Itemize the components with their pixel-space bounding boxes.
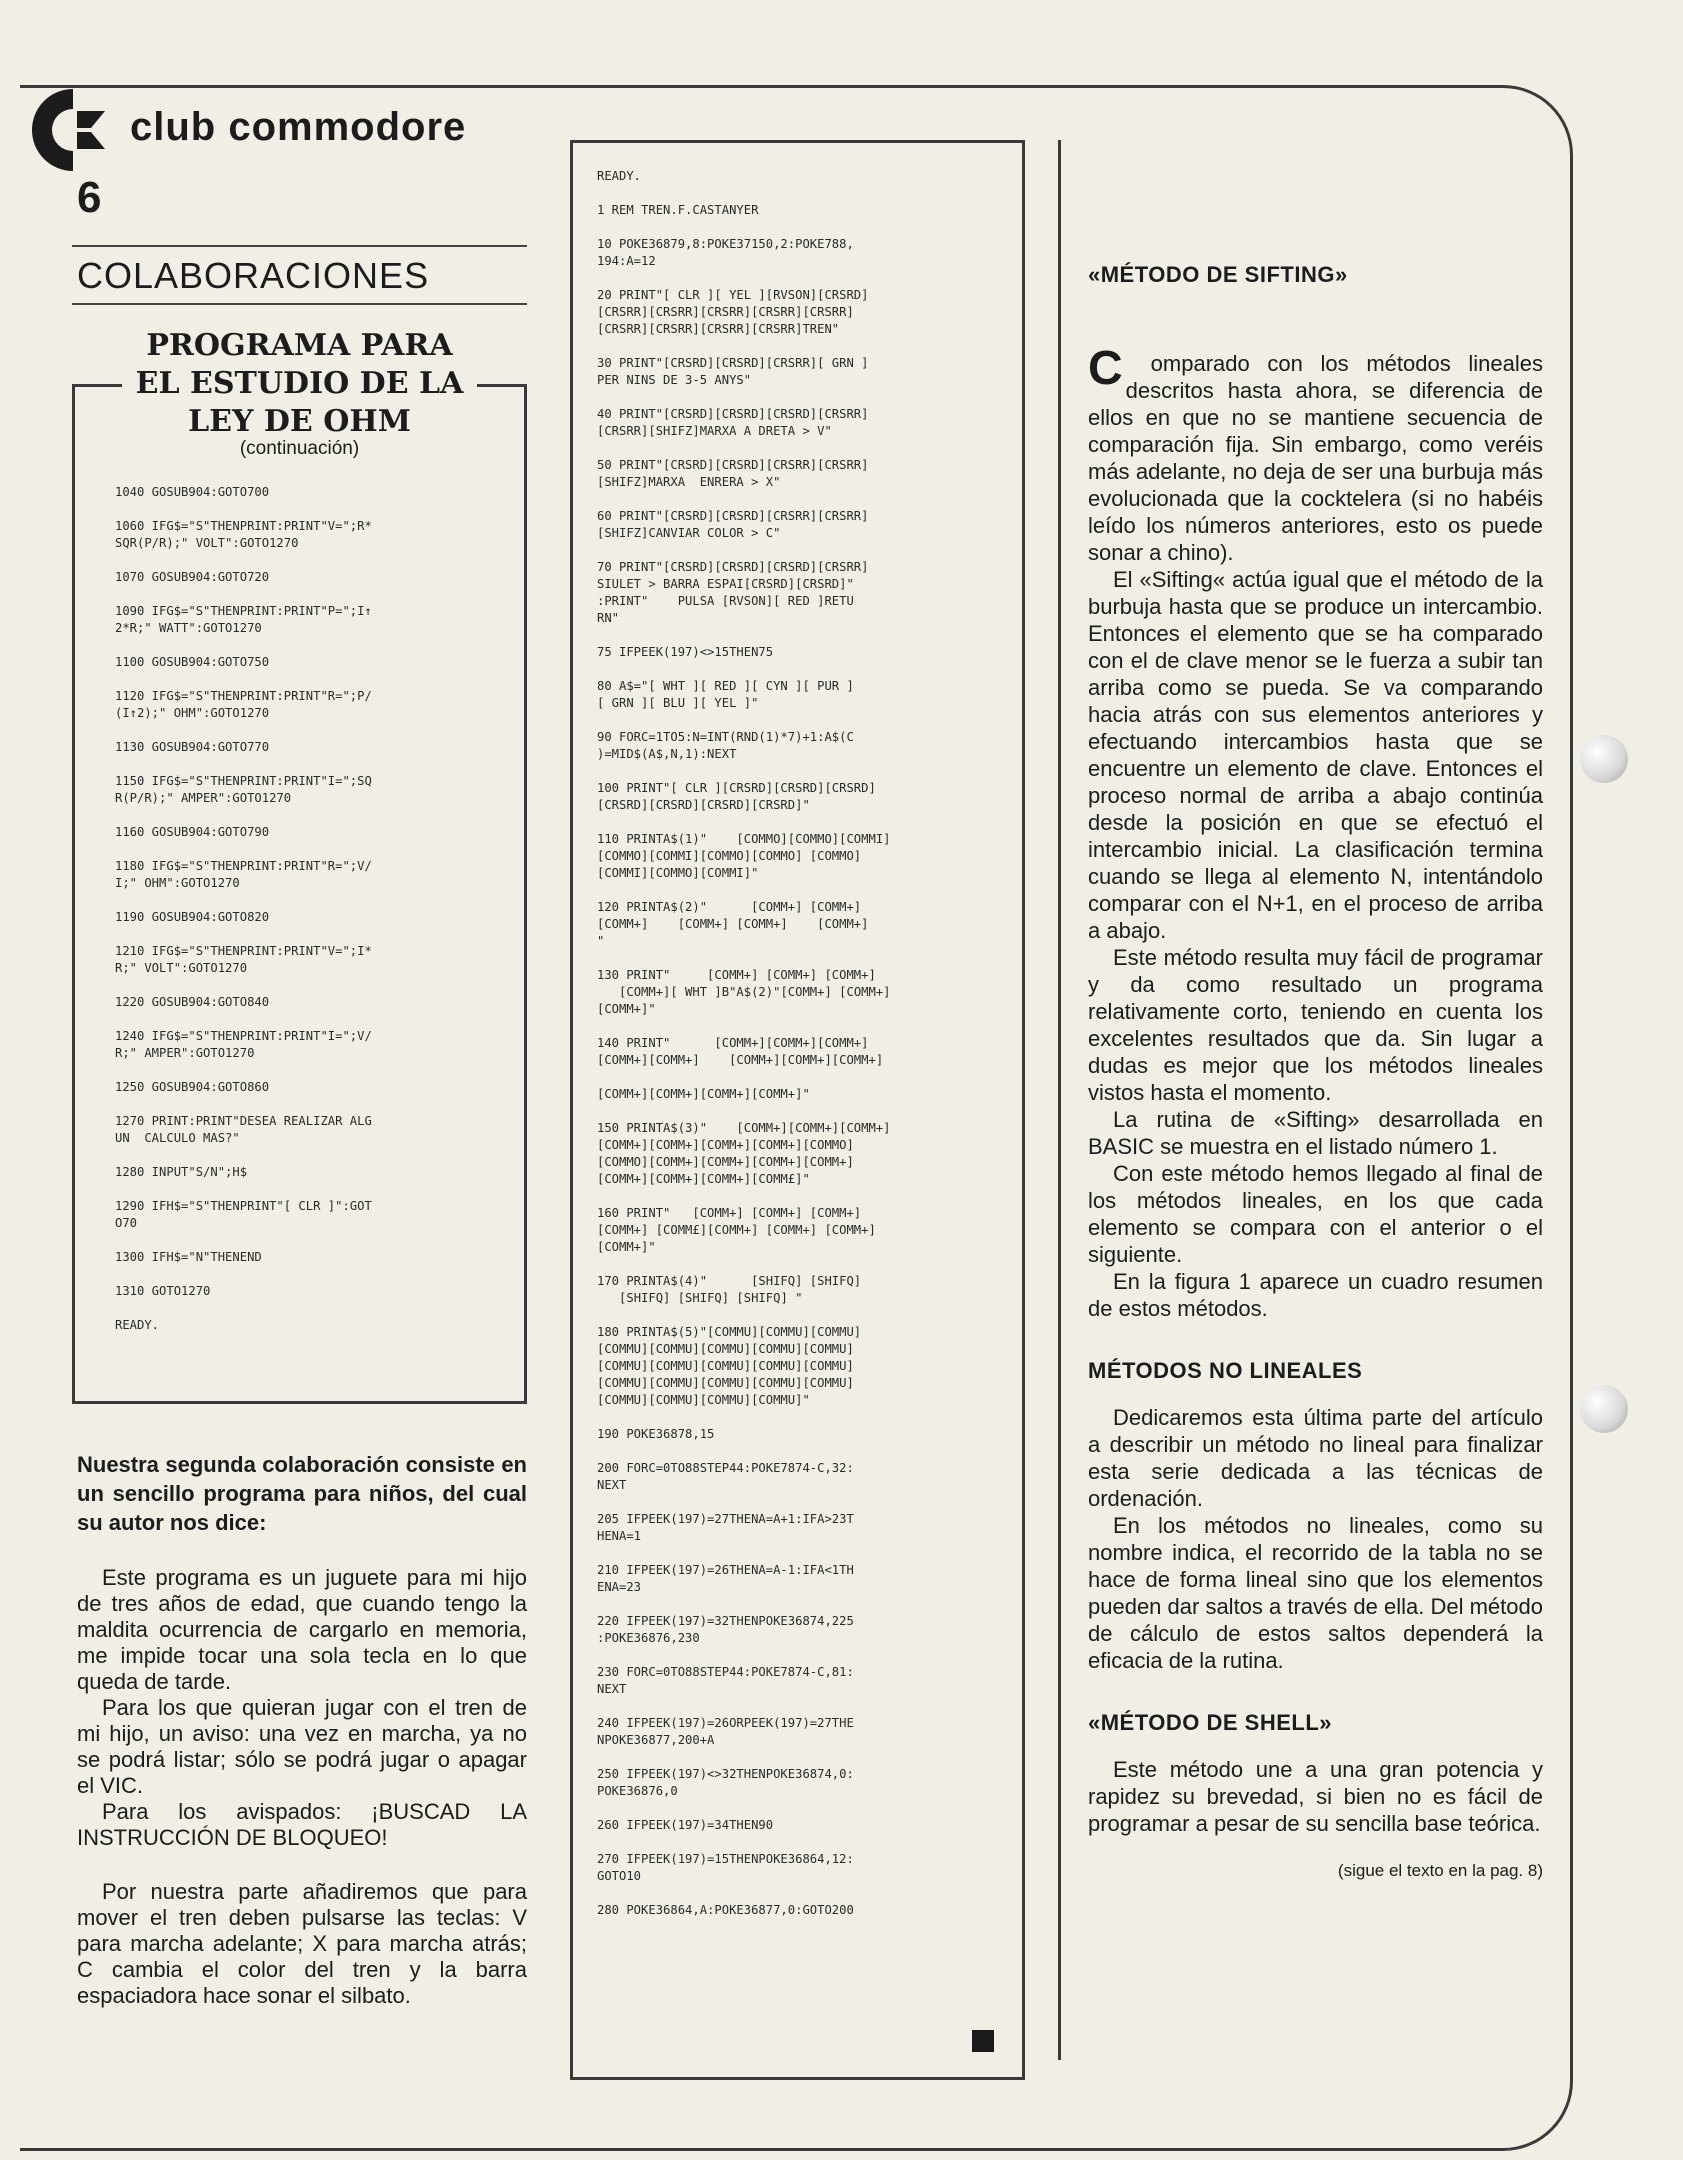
code-line: 1090 IFG$="S"THENPRINT:PRINT"P=";I↑ 2*R;" WATT":GOTO1270 [115, 604, 372, 635]
code-line: 1120 IFG$="S"THENPRINT:PRINT"R=";P/ (I↑2);" OHM":GOTO1270 [115, 689, 372, 720]
code-line: 160 PRINT" [COMM+] [COMM+] [COMM+] [COMM+] [COMM£][COMM+] [COMM+] [COMM+] [COMM+]" [597, 1206, 876, 1254]
code-line: 1130 GOSUB904:GOTO770 [115, 740, 270, 754]
right-column [1088, 262, 1543, 1881]
program-title-line: PROGRAMA PARA [146, 328, 453, 363]
continuation-label: (continuación) [239, 438, 360, 459]
code-line: 40 PRINT"[CRSRD][CRSRD][CRSRD][CRSRR] [CRSRR][SHIFZ]MARXA A DRETA > V" [597, 407, 869, 438]
sifting-paragraph: C omparado con los métodos lineales descritos hasta ahora, se diferencia de ellos en que no se mantiene secuencia de comparación fija. Sin embargo, como veréis más adelante, no deja de ser una burbuja más evolucionada que la cocktelera (si no habéis leído los números anteriores, esto os puede sonar a chino). [1088, 350, 1543, 566]
code-line: 1310 GOTO1270 [115, 1284, 211, 1298]
code-line: 1150 IFG$="S"THENPRINT:PRINT"I=";SQ R(P/R);" AMPER":GOTO1270 [115, 774, 372, 805]
code-line: 1180 IFG$="S"THENPRINT:PRINT"R=";V/ I;" OHM":GOTO1270 [115, 859, 372, 890]
intro-paragraph: Para los avispados: ¡BUSCAD LA INSTRUCCIÓN DE BLOQUEO! [77, 1799, 527, 1850]
code-line: 200 FORC=0TO88STEP44:POKE7874-C,32: NEXT [597, 1461, 854, 1492]
sifting-paragraph: La rutina de «Sifting» desarrollada en BASIC se muestra en el listado número 1. [1088, 1107, 1543, 1159]
code-line: 270 IFPEEK(197)=15THENPOKE36864,12: GOTO10 [597, 1852, 854, 1883]
intro-paragraph: Para los que quieran jugar con el tren de mi hijo, un aviso: una vez en marcha, ya no se podrá listar; sólo se podrá jugar o apagar el VIC. [77, 1695, 527, 1798]
code-line: 60 PRINT"[CRSRD][CRSRD][CRSRR][CRSRR] [SHIFZ]CANVIAR COLOR > C" [597, 509, 869, 540]
code-line: 75 IFPEEK(197)<>15THEN75 [597, 645, 774, 659]
code-line: 110 PRINTA$(1)" [COMMO][COMMO][COMMI] [COMMO][COMMI][COMMO][COMMO] [COMMO] [COMMI][COMMO][COMMI]" [597, 832, 891, 880]
heading-sifting: «MÉTODO DE SIFTING» [1088, 262, 1348, 287]
code-line: 130 PRINT" [COMM+] [COMM+] [COMM+] [COMM+][ WHT ]B"A$(2)"[COMM+] [COMM+] [COMM+]" [597, 968, 891, 1016]
code-line: 180 PRINTA$(5)"[COMMU][COMMU][COMMU] [COMMU][COMMU][COMMU][COMMU][COMMU] [COMMU][COMMU][COMMU][COMMU][COMMU] [COMMU][COMMU][COMMU][COMMU][COMMU] [COMMU][COMMU][COMMU][COMMU]" [597, 1325, 862, 1407]
code-line: 10 POKE36879,8:POKE37150,2:POKE788, 194:A=12 [597, 237, 854, 268]
code-line: 90 FORC=1TO5:N=INT(RND(1)*7)+1:A$(C )=MID$(A$,N,1):NEXT [597, 730, 854, 761]
code-line: 120 PRINTA$(2)" [COMM+] [COMM+] [COMM+] [COMM+] [COMM+] [COMM+] " [597, 900, 869, 948]
intro-lead: Nuestra segunda colaboración consiste en un sencillo programa para niños, del cual su autor nos dice: [77, 1452, 527, 1535]
continue-note: (sigue el texto en la pag. 8) [1337, 1861, 1543, 1880]
code-line: 20 PRINT"[ CLR ][ YEL ][RVSON][CRSRD] [CRSRR][CRSRR][CRSRR][CRSRR][CRSRR] [CRSRR][CRSRR][CRSRR][CRSRR]TREN" [597, 288, 869, 336]
code-line: 1060 IFG$="S"THENPRINT:PRINT"V=";R* SQR(P/R);" VOLT":GOTO1270 [115, 519, 372, 550]
drop-cap: C [1088, 342, 1123, 395]
intro-paragraph: Por nuestra parte añadiremos que para mover el tren deben pulsarse las teclas: V para marcha adelante; X para marcha atrás; C cambia el color del tren y la barra espaciadora hace sonar el silbato. [77, 1879, 527, 2008]
code-listing-tren [597, 168, 1022, 1936]
program-title-line: EL ESTUDIO DE LA [135, 366, 464, 401]
code-line: 1250 GOSUB904:GOTO860 [115, 1080, 270, 1094]
code-line: READY. [115, 1318, 160, 1332]
code-line: 80 A$="[ WHT ][ RED ][ CYN ][ PUR ] [ GRN ][ BLU ][ YEL ]" [597, 679, 854, 710]
sifting-paragraph: Este método resulta muy fácil de programar y da como resultado un programa relativamente corto, teniendo en cuenta los excelentes resultados que da. Sin lugar a dudas es mejor que los métodos lineales vistos hasta el momento. [1088, 945, 1543, 1105]
shell-paragraph: Este método une a una gran potencia y rapidez su brevedad, si bien no es fácil de programar a pesar de su sencilla base teórica. [1088, 1757, 1543, 1836]
code-line: 1270 PRINT:PRINT"DESEA REALIZAR ALG UN CALCULO MAS?" [115, 1114, 372, 1145]
header [25, 85, 545, 225]
code-line: 1070 GOSUB904:GOTO720 [115, 570, 270, 584]
code-line: 1160 GOSUB904:GOTO790 [115, 825, 270, 839]
club-name: club commodore [130, 105, 467, 149]
code-line: 190 POKE36878,15 [597, 1427, 715, 1441]
code-listing-ohm [115, 484, 515, 1351]
binder-hole-icon [1580, 1385, 1628, 1433]
code-line: 240 IFPEEK(197)=26ORPEEK(197)=27THE NPOKE36877,200+A [597, 1716, 854, 1747]
heading-no-lineales: MÉTODOS NO LINEALES [1088, 1358, 1363, 1383]
code-line: 230 FORC=0TO88STEP44:POKE7874-C,81: NEXT [597, 1665, 854, 1696]
code-line: 220 IFPEEK(197)=32THENPOKE36874,225 :POKE36876,230 [597, 1614, 854, 1645]
code-line: 1210 IFG$="S"THENPRINT:PRINT"V=";I* R;" VOLT":GOTO1270 [115, 944, 372, 975]
heading-shell: «MÉTODO DE SHELL» [1088, 1710, 1333, 1735]
sifting-paragraph: Con este método hemos llegado al final de los métodos lineales, en los que cada elemento se compara con el anterior o el siguiente. [1088, 1161, 1543, 1267]
code-line: 210 IFPEEK(197)=26THENA=A-1:IFA<1TH ENA=23 [597, 1563, 854, 1594]
code-line: READY. [597, 169, 642, 183]
code-line: 1220 GOSUB904:GOTO840 [115, 995, 270, 1009]
code-line: 1240 IFG$="S"THENPRINT:PRINT"I=";V/ R;" AMPER":GOTO1270 [115, 1029, 372, 1060]
code-line: 1190 GOSUB904:GOTO820 [115, 910, 270, 924]
code-line: 1100 GOSUB904:GOTO750 [115, 655, 270, 669]
code-line: 280 POKE36864,A:POKE36877,0:GOTO200 [597, 1903, 854, 1917]
intro-text [77, 1450, 527, 2009]
code-line: 1 REM TREN.F.CASTANYER [597, 203, 759, 217]
code-line: 260 IFPEEK(197)=34THEN90 [597, 1818, 774, 1832]
cursor-block-icon [972, 2030, 994, 2052]
code-line: 140 PRINT" [COMM+][COMM+][COMM+] [COMM+][COMM+] [COMM+][COMM+][COMM+] [COMM+][COMM+][COMM+][COMM+]" [597, 1036, 884, 1101]
column-divider [1058, 140, 1061, 2060]
code-line: 30 PRINT"[CRSRD][CRSRD][CRSRR][ GRN ] PER NINS DE 3-5 ANYS" [597, 356, 869, 387]
intro-paragraph: Este programa es un juguete para mi hijo de tres años de edad, que cuando tengo la maldita ocurrencia de cargarlo en memoria, me impide tocar una sola tecla en lo que queda de tarde. [77, 1565, 527, 1694]
code-line: 100 PRINT"[ CLR ][CRSRD][CRSRD][CRSRD] [CRSRD][CRSRD][CRSRD][CRSRD]" [597, 781, 876, 812]
program-title-line: LEY DE OHM [188, 404, 411, 439]
code-line: 205 IFPEEK(197)=27THENA=A+1:IFA>23T HENA=1 [597, 1512, 854, 1543]
code-line: 70 PRINT"[CRSRD][CRSRD][CRSRD][CRSRR] SIULET > BARRA ESPAI[CRSRD][CRSRD]" :PRINT" PULSA [RVSON][ RED ]RETU RN" [597, 560, 869, 625]
sifting-paragraph: El «Sifting« actúa igual que el método de la burbuja hasta que se produce un intercambio. Entonces el elemento que se ha comparado con el de clave menor se le fuerza a subir tan arriba como se pueda. Se va comparando hacia atrás con sus elementos anteriores y efectuando intercambios hasta que se encuentre un elemento de clave. Entonces el proceso normal de arriba a abajo continúa desde la posición en que se efectuó el intercambio inicial. La clasificación termina cuando se llega al elemento N, intentándolo comparar con el N+1, en el proceso de arriba a abajo. [1088, 567, 1543, 943]
code-line: 1040 GOSUB904:GOTO700 [115, 485, 270, 499]
sifting-paragraph: En la figura 1 aparece un cuadro resumen de estos métodos. [1088, 1269, 1543, 1321]
code-line: 1300 IFH$="N"THENEND [115, 1250, 262, 1264]
code-line: 170 PRINTA$(4)" [SHIFQ] [SHIFQ] [SHIFQ] [SHIFQ] [SHIFQ] " [597, 1274, 862, 1305]
section-title: COLABORACIONES [72, 245, 527, 305]
commodore-logo-icon [25, 85, 115, 175]
code-line: 250 IFPEEK(197)<>32THENPOKE36874,0: POKE36876,0 [597, 1767, 854, 1798]
code-line: 1290 IFH$="S"THENPRINT"[ CLR ]":GOT O70 [115, 1199, 372, 1230]
no-lineales-paragraph: En los métodos no lineales, como su nombre indica, el recorrido de la tabla no se hace de forma lineal sino que los elementos pueden dar saltos a través de ella. Del método de cálculo de estos saltos dependerá la eficacia de la rutina. [1088, 1513, 1543, 1673]
page-number: 6 [77, 173, 102, 222]
code-line: 50 PRINT"[CRSRD][CRSRD][CRSRR][CRSRR] [SHIFZ]MARXA ENRERA > X" [597, 458, 869, 489]
code-line: 150 PRINTA$(3)" [COMM+][COMM+][COMM+] [COMM+][COMM+][COMM+][COMM+][COMMO] [COMMO][COMM+][COMM+][COMM+][COMM+] [COMM+][COMM+][COMM+][COMM£]" [597, 1121, 891, 1186]
binder-hole-icon [1580, 735, 1628, 783]
code-line: 1280 INPUT"S/N";H$ [115, 1165, 248, 1179]
no-lineales-paragraph: Dedicaremos esta última parte del artículo a describir un método no lineal para finalizar esta serie dedicada a las técnicas de ordenación. [1088, 1405, 1543, 1511]
